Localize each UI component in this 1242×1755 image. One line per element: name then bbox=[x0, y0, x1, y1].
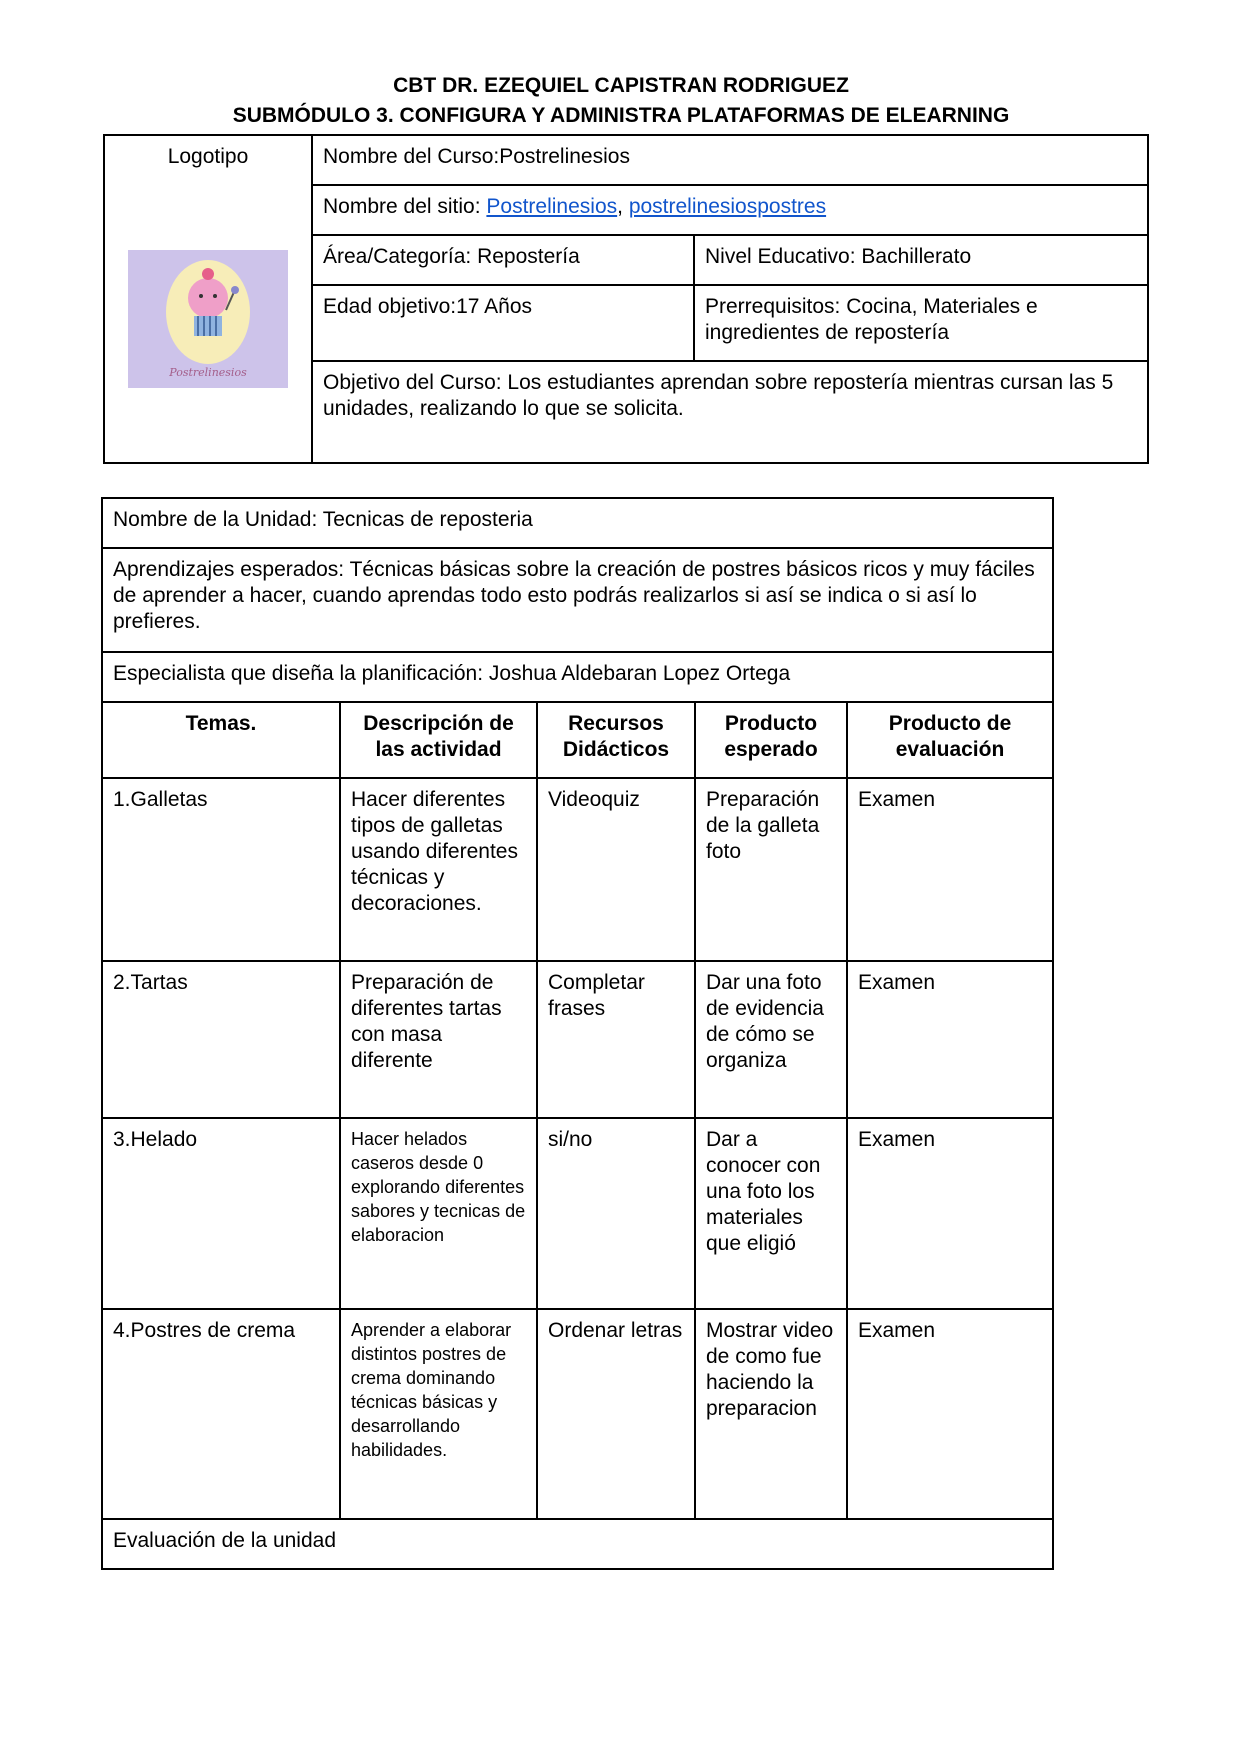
course-logo bbox=[128, 250, 288, 388]
logo-label: Logotipo bbox=[167, 145, 249, 168]
school-title: CBT DR. EZEQUIEL CAPISTRAN RODRIGUEZ bbox=[393, 74, 849, 97]
description-cell: Hacer diferentes tipos de galletas usando diferentes técnicas y decoraciones. bbox=[340, 778, 537, 961]
unit-evaluation: Evaluación de la unidad bbox=[102, 1519, 1053, 1569]
prerequisites: Prerrequisitos: Cocina, Materiales e ingredientes de repostería bbox=[694, 285, 1148, 361]
evaluation-cell: Examen bbox=[847, 961, 1053, 1118]
description-cell: Preparación de diferentes tartas con masa diferente bbox=[340, 961, 537, 1118]
topic-cell: 4.Postres de crema bbox=[102, 1309, 340, 1519]
evaluation-cell: Examen bbox=[847, 1309, 1053, 1519]
unit-name: Nombre de la Unidad: Tecnicas de reposteria bbox=[102, 498, 1053, 548]
evaluation-cell: Examen bbox=[847, 778, 1053, 961]
education-level: Nivel Educativo: Bachillerato bbox=[694, 235, 1148, 285]
area-category: Área/Categoría: Repostería bbox=[312, 235, 694, 285]
table-row bbox=[102, 961, 1053, 1118]
expected-product-cell: Dar una foto de evidencia de cómo se organiza bbox=[695, 961, 847, 1118]
topic-cell: 1.Galletas bbox=[102, 778, 340, 961]
expected-learning: Aprendizajes esperados: Técnicas básicas sobre la creación de postres básicos ricos y muy fáciles de aprender a hacer, cuando aprendas todo esto podrás realizarlos si así se indica o si así lo prefieres. bbox=[102, 548, 1053, 652]
course-objective: Objetivo del Curso: Los estudiantes aprendan sobre repostería mientras cursan las 5 unidades, realizando lo que se solicita. bbox=[312, 361, 1148, 463]
evaluation-cell: Examen bbox=[847, 1118, 1053, 1309]
expected-product-cell: Mostrar video de como fue haciendo la preparacion bbox=[695, 1309, 847, 1519]
col-header-description: Descripción de las actividad bbox=[340, 702, 537, 778]
col-header-topics: Temas. bbox=[102, 702, 340, 778]
site-link-postrelinesiospostres[interactable]: postrelinesiospostres bbox=[628, 195, 827, 218]
resource-cell: si/no bbox=[537, 1118, 695, 1309]
submodule-title: SUBMÓDULO 3. CONFIGURA Y ADMINISTRA PLATAFORMAS DE ELEARNING bbox=[232, 104, 1010, 127]
logo-cell bbox=[104, 135, 312, 463]
site-separator: , bbox=[617, 195, 629, 218]
unit-plan-table bbox=[101, 497, 1054, 1570]
course-name: Nombre del Curso:Postrelinesios bbox=[312, 135, 1148, 185]
description-cell: Aprender a elaborar distintos postres de crema dominando técnicas básicas y desarrollando habilidades. bbox=[340, 1309, 537, 1519]
topic-cell: 3.Helado bbox=[102, 1118, 340, 1309]
course-info-table bbox=[103, 134, 1149, 464]
logo-text: Postrelinesios bbox=[169, 366, 247, 379]
expected-product-cell: Preparación de la galleta foto bbox=[695, 778, 847, 961]
site-label: Nombre del sitio: bbox=[323, 195, 487, 218]
description-cell: Hacer helados caseros desde 0 explorando diferentes sabores y tecnicas de elaboracion bbox=[340, 1118, 537, 1309]
resource-cell: Completar frases bbox=[537, 961, 695, 1118]
col-header-evaluation-product: Producto de evaluación bbox=[847, 702, 1053, 778]
specialist: Especialista que diseña la planificación: Joshua Aldebaran Lopez Ortega bbox=[102, 652, 1053, 702]
col-header-resources: Recursos Didácticos bbox=[537, 702, 695, 778]
table-row bbox=[102, 778, 1053, 961]
site-link-postrelinesios[interactable]: Postrelinesios bbox=[486, 195, 618, 218]
site-name bbox=[312, 185, 1148, 235]
table-row bbox=[102, 1118, 1053, 1309]
target-age: Edad objetivo:17 Años bbox=[312, 285, 694, 361]
topic-cell: 2.Tartas bbox=[102, 961, 340, 1118]
resource-cell: Ordenar letras bbox=[537, 1309, 695, 1519]
table-row bbox=[102, 1309, 1053, 1519]
resource-cell: Videoquiz bbox=[537, 778, 695, 961]
col-header-expected-product: Producto esperado bbox=[695, 702, 847, 778]
expected-product-cell: Dar a conocer con una foto los materiales que eligió bbox=[695, 1118, 847, 1309]
